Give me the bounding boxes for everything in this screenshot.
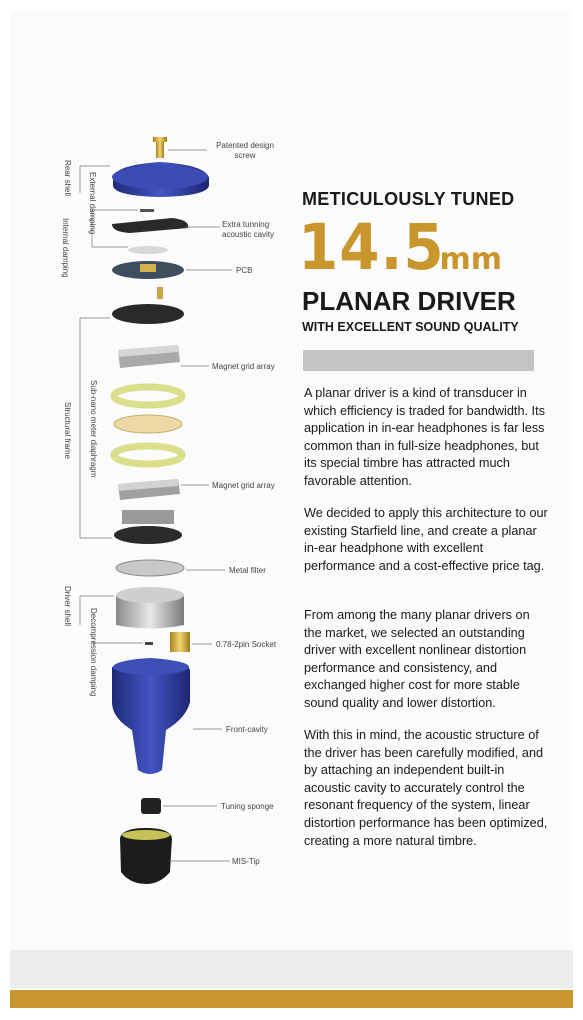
label-internal-damping: Internal damping bbox=[61, 218, 70, 278]
magnet-array-1-part bbox=[118, 345, 180, 368]
pcb-part bbox=[112, 261, 184, 279]
screw-part bbox=[153, 137, 167, 158]
metal-filter-part bbox=[116, 560, 184, 576]
sponge-part bbox=[141, 798, 161, 814]
label-rear-shell: Rear shell bbox=[63, 160, 72, 197]
driver-shell-part bbox=[116, 587, 184, 629]
label-external-damping: External damping bbox=[88, 172, 97, 235]
label-filter: Metal filter bbox=[229, 566, 266, 575]
label-front-cavity: Front-cavity bbox=[226, 725, 268, 734]
label-diaphragm: Sub-nano meter diaphragm bbox=[89, 380, 98, 478]
headline-tuned: METICULOUSLY TUNED bbox=[302, 189, 515, 209]
socket-part bbox=[170, 632, 190, 652]
label-socket: 0.78-2pin Socket bbox=[216, 640, 277, 649]
label-screw bbox=[210, 141, 280, 161]
ring-2-part bbox=[114, 446, 182, 464]
paragraph-4: With this in mind, the acoustic structure of the driver has been carefully modified, and by attaching an independent built-in acoustic cavity to accurately control the resonant frequency of the system, linear distortion performance has been optimized, creating a more natural timbre. bbox=[304, 728, 548, 848]
label-driver-shell: Driver shell bbox=[63, 586, 72, 627]
label-magnet-2: Magnet grid array bbox=[212, 481, 275, 490]
paragraph-3: From among the many planar drivers on the market, we selected an outstanding driver with excellent nonlinear distortion performance and consistency, and exchanged higher cost for more stable sound quality and lower distortion. bbox=[304, 608, 530, 710]
diaphragm-part bbox=[114, 415, 182, 433]
rear-shell-part bbox=[112, 162, 209, 197]
label-structural-frame: Structural frame bbox=[63, 402, 72, 459]
label-tip: MIS-Tip bbox=[232, 857, 260, 866]
label-cavity: Extra tunning acoustic cavity bbox=[222, 220, 275, 239]
cavity-part bbox=[112, 218, 188, 233]
paragraph-2: We decided to apply this architecture to our existing Starfield line, and create a planar in-ear headphone with excellent performance and a cost-effective price tag. bbox=[304, 506, 548, 573]
size-figure bbox=[298, 208, 538, 288]
ring-1-part bbox=[114, 387, 182, 405]
frame-base-part bbox=[114, 510, 182, 544]
bottom-band bbox=[10, 950, 573, 988]
label-sponge: Tuning sponge bbox=[221, 802, 274, 811]
external-damping-part bbox=[140, 209, 154, 212]
label-pcb: PCB bbox=[236, 266, 253, 275]
label-screw-text: Patented design screw bbox=[216, 141, 274, 160]
front-cavity-part bbox=[112, 658, 190, 774]
spring-part bbox=[157, 287, 163, 299]
frame-disc-part bbox=[112, 304, 184, 324]
size-unit: mm bbox=[439, 242, 502, 277]
label-decompression: Decompression damping bbox=[89, 608, 98, 697]
magnet-array-2-part bbox=[118, 479, 180, 500]
label-magnet-1: Magnet grid array bbox=[212, 362, 275, 371]
mis-tip-part bbox=[120, 828, 172, 884]
divider-bar bbox=[303, 350, 534, 371]
paragraph-1: A planar driver is a kind of transducer in which efficiency is traded for bandwidth. Its application in in-ear headphones is far less common than in full-size headphones, but its special timbre has attracted much favorable attention. bbox=[304, 386, 545, 488]
headline-planar: PLANAR DRIVER bbox=[302, 286, 516, 316]
headline-quality: WITH EXCELLENT SOUND QUALITY bbox=[302, 320, 519, 334]
size-number: 14.5 bbox=[298, 211, 445, 284]
internal-damping-part bbox=[128, 246, 168, 254]
gold-footer-bar bbox=[10, 990, 573, 1008]
decompression-part bbox=[145, 642, 153, 645]
